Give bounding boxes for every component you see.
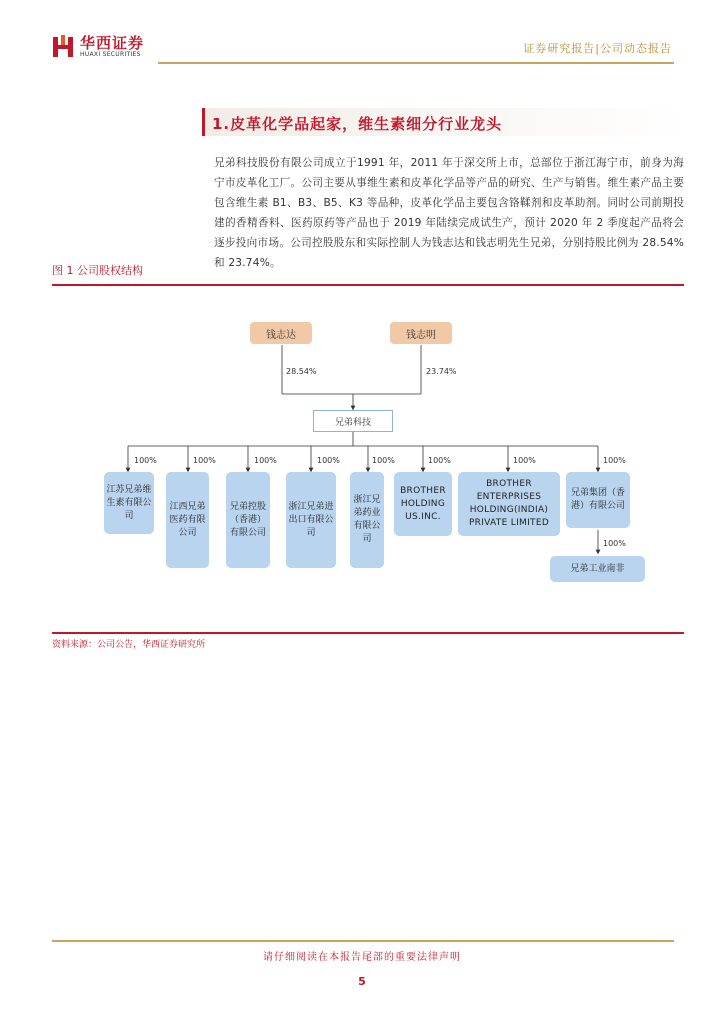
- report-type: 证券研究报告|公司动态报告: [523, 42, 672, 55]
- sub-pct-8: 100%: [603, 456, 626, 465]
- figure-bottom-rule: [52, 632, 684, 634]
- footer-disclaimer[interactable]: 请仔细阅读在本报告尾部的重要法律声明: [263, 952, 461, 963]
- logo-en-text: HUAXI SECURITIES: [80, 51, 141, 58]
- sub-pct-6: 100%: [428, 456, 451, 465]
- sub-pct-2: 100%: [193, 456, 216, 465]
- grandchild-pct: 100%: [603, 539, 626, 548]
- subsidiary-box-6: BROTHER HOLDING US.INC.: [394, 472, 452, 536]
- sub-pct-4: 100%: [317, 456, 340, 465]
- subsidiary-box-1: 江苏兄弟维生素有限公司: [104, 472, 154, 534]
- figure-caption: 图 1 公司股权结构: [52, 264, 143, 277]
- holder-box-2: 钱志明: [390, 322, 452, 344]
- subsidiary-box-5: 浙江兄弟药业有限公司: [350, 472, 384, 568]
- grandchild-box: 兄弟工业南非: [550, 556, 645, 582]
- sub-pct-1: 100%: [134, 456, 157, 465]
- section-title: 1.皮革化学品起家，维生素细分行业龙头: [212, 115, 503, 133]
- section-paragraph: 兄弟科技股份有限公司成立于1991 年，2011 年于深交所上市，总部位于浙江海宁市，前身为海宁市皮革化工厂。公司主要从事维生素和皮革化学品等产品的研究、生产与销售。维生素产品主要包含维生素 B1、B3、B5、K3 等品种，皮革化学品主要包含铬鞣剂和皮革助剂。同时公司前期投建的香精香料、医药原药等产品也于 2019 年陆续完成试生产，预计 2020 年 2 季度起产品将会逐步投向市场。公司控股股东和实际控制人为钱志达和钱志明先生兄弟，分别持股比例为 28.54%和 23.74%。: [214, 157, 684, 269]
- holder-box-1: 钱志达: [250, 322, 312, 344]
- subsidiary-box-3: 兄弟控股（香港）有限公司: [226, 472, 270, 568]
- logo-cn-text: 华西证券: [80, 34, 145, 52]
- holder-pct-1: 28.54%: [286, 367, 317, 376]
- subsidiary-box-7: BROTHER ENTERPRISES HOLDING(INDIA) PRIVATE LIMITED: [458, 472, 560, 536]
- holder-pct-2: 23.74%: [426, 367, 457, 376]
- footer-divider: [52, 940, 674, 942]
- sub-pct-5: 100%: [372, 456, 395, 465]
- subsidiary-box-4: 浙江兄弟进出口有限公司: [286, 472, 336, 568]
- figure-source: 资料来源：公司公告，华西证券研究所: [52, 640, 206, 650]
- page-number: 5: [358, 975, 366, 988]
- subsidiary-box-8: 兄弟集团（香港）有限公司: [566, 472, 630, 528]
- subsidiary-box-2: 江西兄弟医药有限公司: [166, 472, 209, 568]
- company-center-box: 兄弟科技: [313, 410, 393, 432]
- sub-pct-7: 100%: [513, 456, 536, 465]
- sub-pct-3: 100%: [254, 456, 277, 465]
